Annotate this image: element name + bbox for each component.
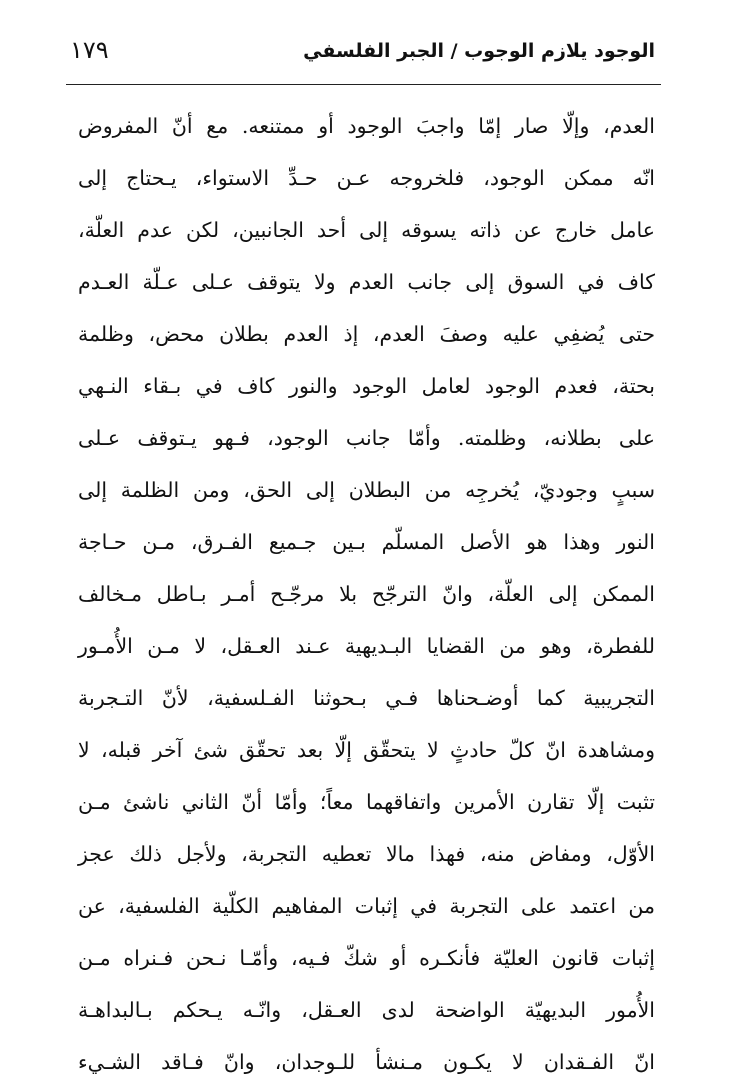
text-line: التجريبية كما أوضـحناها فـي بـحوثنا الفـلسفية، لأنّ التـجربة	[78, 686, 655, 710]
text-line: الأُمور البديهيّة الواضحة لدى العـقل، وانّـه يـحكم بـالبداهـة	[78, 998, 655, 1022]
text-line: ومشاهدة انّ كلّ حادثٍ لا يتحقّق إلّا بعد تحقّق شئ آخر قبله، لا	[78, 738, 655, 762]
text-line: عامل خارج عن ذاته يسوقه إلى أحد الجانبين، لكن عدم العلّة،	[78, 218, 655, 242]
header-divider	[66, 84, 661, 85]
text-line: للفطرة، وهو من القضايا البـديهية عـند العـقل، لا مـن الأُمـور	[78, 634, 655, 658]
text-line: إثبات قانون العليّة فأنكـره أو شكّ فـيه، وأمّـا نـحن فـنراه مـن	[78, 946, 655, 970]
text-line: تثبت إلّا تقارن الأمرين واتفاقهما معاً؛ وأمّا أنّ الثاني ناشئ مـن	[78, 790, 655, 814]
text-line: حتى يُضفِي عليه وصفَ العدم، إذ العدم بطلان محض، وظلمة	[78, 322, 655, 346]
text-line: انّ الفـقدان لا يكـون مـنشأ للـوجدان، وانّ فـاقد الشـيء	[78, 1050, 655, 1074]
body-text	[78, 100, 655, 1088]
page-number: ١٧٩	[70, 36, 109, 64]
text-line: سببٍ وجوديّ، يُخرجِه من البطلان إلى الحق، ومن الظلمة إلى	[78, 478, 655, 502]
running-header	[70, 36, 655, 76]
text-line: العدم، وإلّا صار إمّا واجبَ الوجود أو ممتنعه. مع أنّ المفروض	[78, 114, 655, 138]
text-line: انّه ممكن الوجود، فلخروجه عـن حـدِّ الاستواء، يـحتاج إلى	[78, 166, 655, 190]
text-line: النور وهذا هو الأصل المسلّم بـين جـميع الفـرق، مـن حـاجة	[78, 530, 655, 554]
text-line: بحتة، فعدم الوجود لعامل الوجود والنور كاف في بـقاء النـهي	[78, 374, 655, 398]
running-header-title: الوجود يلازم الوجوب / الجبر الفلسفي	[303, 40, 655, 62]
text-line: كاف في السوق إلى جانب العدم ولا يتوقف عـلى عـلّة العـدم	[78, 270, 655, 294]
text-line: الأوّل، ومفاض منه، فهذا مالا تعطيه التجربة، ولأجل ذلك عجز	[78, 842, 655, 866]
text-line: من اعتمد على التجربة في إثبات المفاهيم الكلّية الفلسفية، عن	[78, 894, 655, 918]
text-line: الممكن إلى العلّة، وانّ الترجّح بلا مرجّـح أمـر بـاطل مـخالف	[78, 582, 655, 606]
text-line: على بطلانه، وظلمته. وأمّا جانب الوجود، فـهو يـتوقف عـلى	[78, 426, 655, 450]
